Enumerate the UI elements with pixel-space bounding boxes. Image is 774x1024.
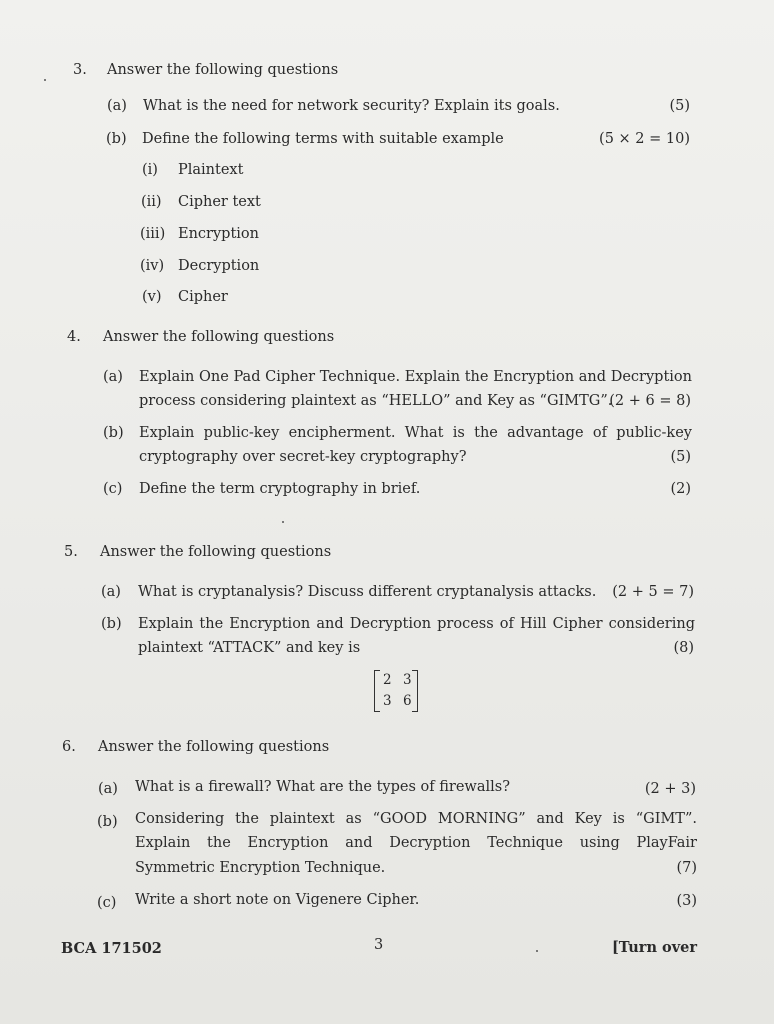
q6-heading: Answer the following questions bbox=[98, 739, 330, 755]
q5-number: 5. bbox=[64, 544, 78, 560]
page-number: 3 bbox=[374, 937, 384, 953]
q5a-marks: (2 + 5 = 7) bbox=[612, 584, 694, 600]
q3b-sub-label: (iii) bbox=[140, 226, 166, 242]
q5b-line2: plaintext “ATTACK” and key is bbox=[138, 640, 361, 656]
ink-speck bbox=[536, 950, 538, 952]
q3b-sub-text: Plaintext bbox=[178, 162, 244, 178]
q3a-text: What is the need for network security? Explain its goals. bbox=[143, 98, 560, 114]
ink-speck bbox=[44, 79, 46, 81]
q3b-sub-text: Cipher text bbox=[178, 194, 261, 210]
q6-number: 6. bbox=[62, 739, 76, 755]
q3b-label: (b) bbox=[106, 131, 127, 147]
q4a-marks: (2 + 6 = 8) bbox=[609, 393, 691, 409]
q6b-line2: Explain the Encryption and Decryption Technique using PlayFair bbox=[135, 835, 697, 851]
matrix-cell: 2 bbox=[383, 672, 392, 688]
q6b-line3: Symmetric Encryption Technique. bbox=[135, 860, 386, 876]
q6b-label: (b) bbox=[97, 814, 118, 830]
q3b-sub-label: (v) bbox=[142, 289, 162, 305]
q6b-marks: (7) bbox=[676, 860, 697, 876]
q5b-line1: Explain the Encryption and Decryption process of Hill Cipher considering bbox=[138, 616, 695, 632]
matrix-cell: 6 bbox=[403, 693, 412, 709]
q6a-text: What is a firewall? What are the types of firewalls? bbox=[135, 779, 510, 795]
q3b-marks: (5 × 2 = 10) bbox=[599, 131, 690, 147]
q4c-label: (c) bbox=[103, 481, 123, 497]
q3b-sub-text: Cipher bbox=[178, 289, 228, 305]
q3-heading: Answer the following questions bbox=[107, 62, 339, 78]
q4a-label: (a) bbox=[103, 369, 123, 385]
q3a-label: (a) bbox=[107, 98, 127, 114]
q5-heading: Answer the following questions bbox=[100, 544, 332, 560]
q4a-line1: Explain One Pad Cipher Technique. Explain the Encryption and Decryption bbox=[139, 369, 692, 385]
q3b-sub-label: (ii) bbox=[141, 194, 162, 210]
q6a-label: (a) bbox=[98, 781, 118, 797]
matrix-left-bracket bbox=[374, 670, 380, 712]
key-matrix bbox=[374, 670, 418, 712]
q4b-label: (b) bbox=[103, 425, 124, 441]
q3b-sub-text: Decryption bbox=[178, 258, 260, 274]
matrix-cell: 3 bbox=[383, 693, 392, 709]
q6a-marks: (2 + 3) bbox=[644, 781, 696, 797]
matrix-right-bracket bbox=[412, 670, 418, 712]
q4b-line1: Explain public-key encipherment. What is the advantage of public-key bbox=[139, 425, 692, 441]
q5a-label: (a) bbox=[101, 584, 121, 600]
q6c-label: (c) bbox=[97, 895, 117, 911]
paper-code: BCA 171502 bbox=[61, 940, 162, 957]
q3a-marks: (5) bbox=[669, 98, 690, 114]
q6b-line1: Considering the plaintext as “GOOD MORNING” and Key is “GIMT”. bbox=[135, 811, 697, 827]
q3b-text: Define the following terms with suitable example bbox=[142, 131, 504, 147]
q4a-line2: process considering plaintext as “HELLO” and Key as “GIMTG”. bbox=[139, 393, 613, 409]
q6c-text: Write a short note on Vigenere Cipher. bbox=[135, 892, 420, 908]
q3-number: 3. bbox=[73, 62, 87, 78]
matrix-cell: 3 bbox=[403, 672, 412, 688]
q6c-marks: (3) bbox=[676, 893, 697, 909]
q4b-marks: (5) bbox=[670, 449, 691, 465]
q4c-marks: (2) bbox=[670, 481, 691, 497]
q4-number: 4. bbox=[67, 329, 81, 345]
q5b-marks: (8) bbox=[673, 640, 694, 656]
q5a-text: What is cryptanalysis? Discuss different cryptanalysis attacks. bbox=[138, 584, 597, 600]
q3b-sub-text: Encryption bbox=[178, 226, 259, 242]
turn-over-note: [Turn over bbox=[611, 939, 697, 956]
q4b-line2: cryptography over secret-key cryptography? bbox=[139, 449, 467, 465]
q4-heading: Answer the following questions bbox=[103, 329, 335, 345]
q3b-sub-label: (i) bbox=[142, 162, 158, 178]
q5b-label: (b) bbox=[101, 616, 122, 632]
q4c-text: Define the term cryptography in brief. bbox=[139, 481, 421, 497]
ink-speck bbox=[282, 521, 284, 523]
q3b-sub-label: (iv) bbox=[140, 258, 165, 274]
